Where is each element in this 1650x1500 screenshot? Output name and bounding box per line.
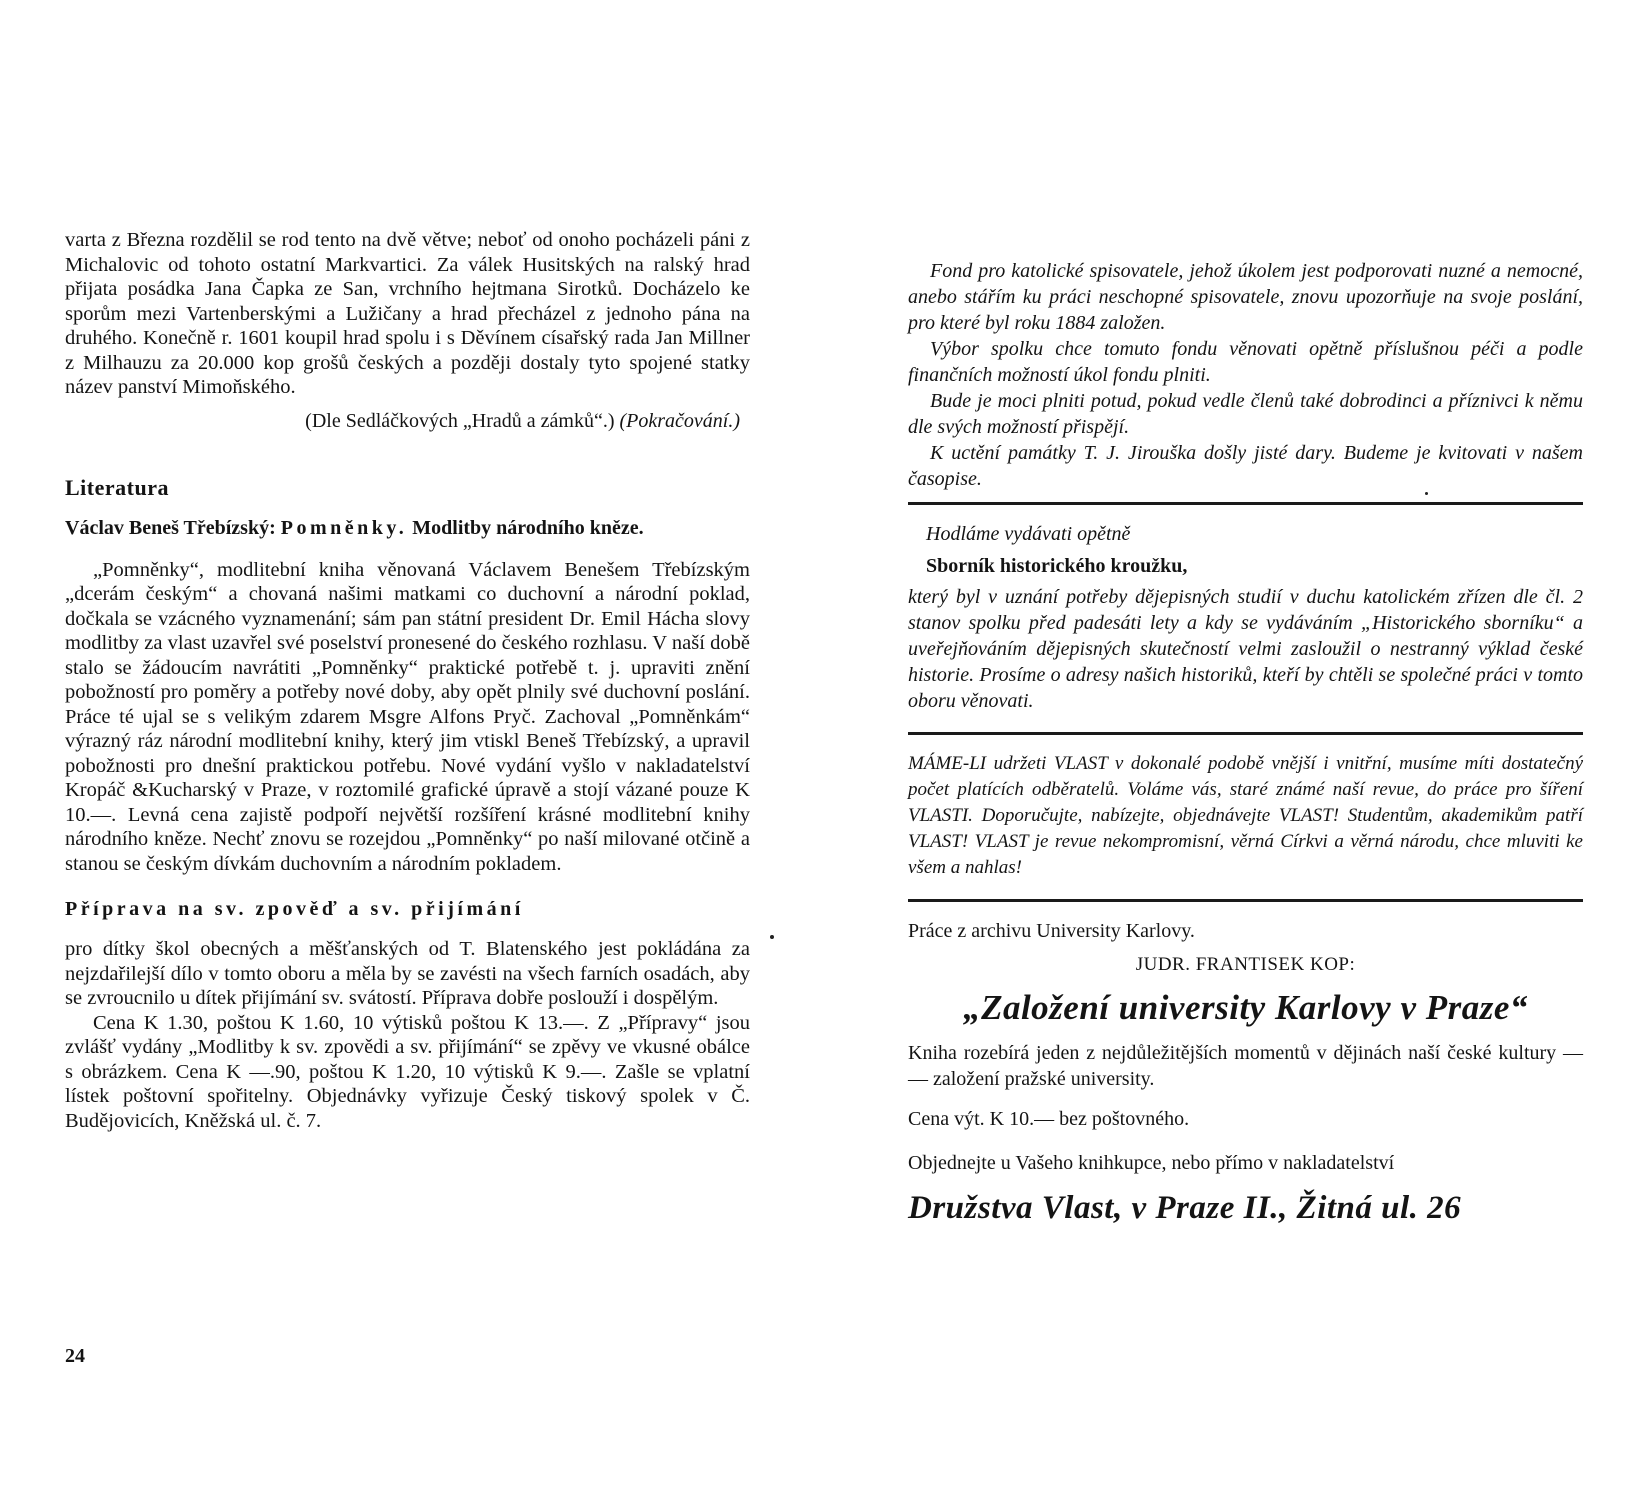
ad-book-title: „Založení university Karlovy v Praze“ bbox=[963, 988, 1528, 1027]
source-note: (Dle Sedláčkových „Hradů a zámků“.) bbox=[305, 409, 615, 432]
vlast-appeal bbox=[908, 745, 1583, 889]
sbornik-title: Sborník historického kroužku, bbox=[926, 555, 1188, 577]
book2-paragraph-1: pro dítky škol obecných a měšťanských od T. Blatenského jest pokládána za nejzdařilejší dílo v tomto oboru a měla by se zavésti na všech farních osadách, aby se zvroucnilo u dítek přijímání sv. svátostí. Příprava dobře poslouží i dospělým. bbox=[65, 938, 750, 1009]
ad-price: Cena výt. K 10.— bez poštovného. bbox=[908, 1108, 1190, 1130]
divider bbox=[908, 732, 1583, 735]
ad-book-description: Kniha rozebírá jeden z nejdůležitějších momentů v dějinách naší české kultury — — založení pražské university. bbox=[908, 1042, 1583, 1090]
divider bbox=[908, 899, 1583, 902]
book1-subtitle: Modlitby národního kněze. bbox=[412, 516, 644, 539]
page-number: 24 bbox=[65, 1345, 85, 1367]
ad-author: JUDR. FRANTISEK KOP: bbox=[1135, 954, 1356, 975]
book1-author: Václav Beneš Třebízský: bbox=[65, 516, 276, 539]
book1-title: Pomněnky. bbox=[280, 516, 408, 539]
castle-history-paragraph: varta z Března rozdělil se rod tento na dvě větve; neboť od onoho pocházeli páni z Michalovic od tohoto ostatní Markvartici. Za válek Husitských na ralský hrad přijata posádka Jana Čapka ze San, vrchního hejtmana Sirotků. Docházelo ke sporům mezi Vartenberskými a Lužičany a hrad přecházel z jednoho pána na druhého. Konečně r. 1601 koupil hrad spolu i s Děvínem císařský rada Jan Millner z Milhauzu za 20.000 kop grošů českých a později dostaly tyto spojené statky název panství Mimoňského. bbox=[65, 229, 750, 398]
left-page bbox=[65, 228, 750, 1133]
sbornik-paragraph: který byl v uznání potřeby dějepisných studií v duchu katolickém zřízen dle čl. 2 stanov spolku před padesáti lety a kdy se vydáváním „Historického sborníku“ a uveřejňováním dějepisných skutečností velmi zasloužil o nestranný výklad české historie. Prosíme o adresy našich historiků, kteří by chtěli se společné práci v tomto oboru věnovati. bbox=[908, 586, 1583, 712]
archive-line: Práce z archivu University Karlovy. bbox=[908, 920, 1195, 942]
vlast-paragraph: MÁME-LI udržeti VLAST v dokonalé podobě vnější i vnitřní, musíme míti dostatečný počet platících odběratelů. Voláme vás, staré známé naší revue, do práce pro šíření VLASTI. Doporučujte, nabízejte, objednávejte VLAST! Studentům, akademikům patří VLAST! VLAST je revue nekompromisní, věrná Církvi a věrná národu, chce mluviti ke všem a nahlas! bbox=[908, 753, 1583, 878]
fund-notice bbox=[908, 258, 1583, 492]
right-page bbox=[908, 258, 1583, 1227]
source-citation bbox=[65, 410, 750, 433]
fund-paragraph-2: Výbor spolku chce tomuto fondu věnovati opětně příslušnou péči a podle finančních možností úkol fondu plniti. bbox=[908, 338, 1583, 386]
fund-paragraph-3: Bude je moci plniti potud, pokud vedle členů také dobrodinci a příznivci k němu dle svých možností přispějí. bbox=[908, 390, 1583, 438]
print-speck bbox=[770, 935, 774, 939]
book-advertisement bbox=[908, 918, 1583, 1227]
continued-note: (Pokračování.) bbox=[619, 409, 740, 432]
book2-paragraph-2: Cena K 1.30, poštou K 1.60, 10 výtisků poštou K 13.—. Z „Přípravy“ jsou zvlášť vydány „Modlitby k sv. zpovědi a sv. přijímání“ se zpěvy ve vkusné obálce s obrázkem. Cena K —.90, poštou K 1.20, 10 výtisků K 9.—. Zašle se vplatní lístek poštovní spořitelny. Objednávky vyřizuje Český tiskový spolek v Č. Budějovicích, Kněžská ul. č. 7. bbox=[65, 1011, 750, 1132]
ad-order-line: Objednejte u Vašeho knihkupce, nebo přímo v nakladatelství bbox=[908, 1152, 1395, 1174]
sbornik-intro: Hodláme vydávati opětně bbox=[926, 523, 1131, 545]
fund-paragraph-1: Fond pro katolické spisovatele, jehož úkolem jest podporovati nuzné a nemocné, anebo stářím ku práci neschopné spisovatele, znovu upozorňuje na svoje poslání, pro které byl roku 1884 založen. bbox=[908, 260, 1583, 334]
fund-paragraph-4: K uctění památky T. J. Jirouška došly jisté dary. Budeme je kvitovati v našem časopise. bbox=[908, 442, 1583, 490]
book1-review-paragraph: „Pomněnky“, modlitební kniha věnovaná Václavem Benešem Třebízským „dcerám českým“ a chovaná našimi matkami co duchovní a národní poklad, dočkala se vzácného vyznamenání; sám pan státní president Dr. Emil Hácha slovy modlitby za vlast uzavřel své poselství pronesené do českého rozhlasu. V naší době stalo se žádoucím navrátiti „Pomněnky“ praktické potřebě t. j. upraviti znění pobožností pro poměry a potřeby nové doby, aby opět plnily své duchovní poslání. Práce té ujal se s velikým zdarem Msgre Alfons Pryč. Zachoval „Pomněnkám“ výrazný ráz národní modlitební knihy, který jim vtiskl Beneš Třebízský, a upravil pobožnosti pro dnešní praktickou potřebu. Nové vydání vyšlo v nakladatelství Kropáč &Kucharský v Praze, v roztomilé grafické úpravě a stojí vázané pouze K 10.—. Levná cena zajistě podpoří největší rozšíření krásné modlitební knihy národního kněze. Nechť znovu se rozejdou „Pomněnky“ po naší milované otčině a stanou se českým dívkám duchovním a národním pokladem. bbox=[65, 558, 750, 875]
book2-title: Příprava na sv. zpověď a sv. přijímání bbox=[65, 898, 524, 920]
sbornik-notice bbox=[908, 515, 1583, 722]
ad-publisher: Družstva Vlast, v Praze II., Žitná ul. 26 bbox=[908, 1190, 1462, 1226]
divider bbox=[908, 502, 1583, 505]
section-heading-literatura: Literatura bbox=[65, 474, 169, 500]
book1-heading bbox=[65, 517, 750, 540]
